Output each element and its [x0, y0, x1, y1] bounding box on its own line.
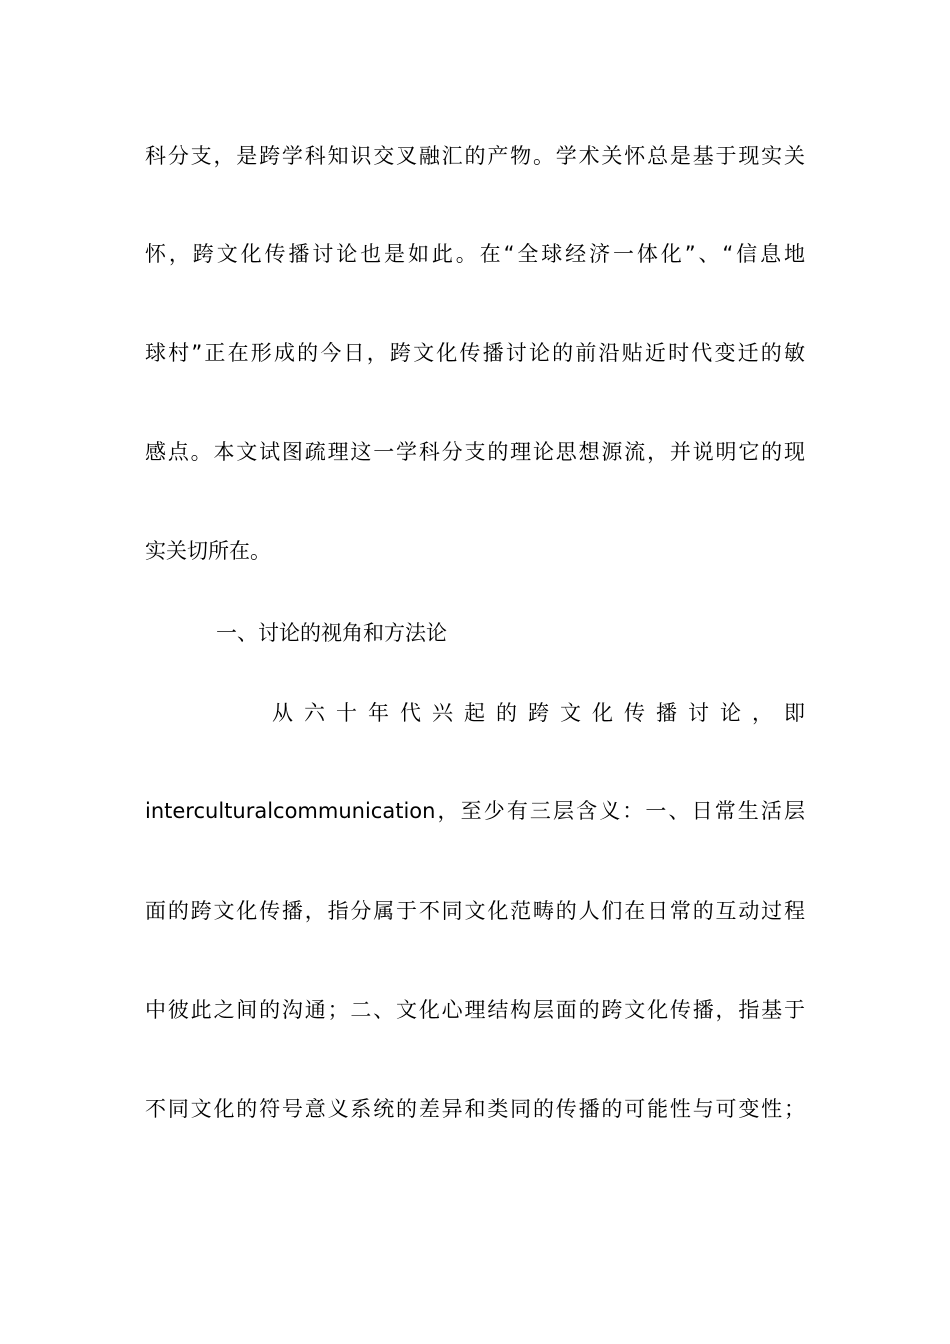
text-line-2: 怀，跨文化传播讨论也是如此。在“全球经济一体化”、“信息地 — [145, 242, 805, 266]
text-line-7: 面的跨文化传播，指分属于不同文化范畴的人们在日常的互动过程 — [145, 899, 805, 923]
section-heading: 一、讨论的视角和方法论 — [216, 621, 447, 645]
text-line-8: 中彼此之间的沟通；二、文化心理结构层面的跨文化传播，指基于 — [145, 998, 805, 1022]
text-line-4: 感点。本文试图疏理这一学科分支的理论思想源流，并说明它的现 — [145, 440, 805, 464]
text-line-1: 科分支，是跨学科知识交叉融汇的产物。学术关怀总是基于现实关 — [145, 144, 805, 168]
text-line-3: 球村”正在形成的今日，跨文化传播讨论的前沿贴近时代变迁的敏 — [145, 341, 805, 365]
text-line-9: 不同文化的符号意义系统的差异和类同的传播的可能性与可变性； — [145, 1097, 805, 1121]
paragraph-first-line: 从六十年代兴起的跨文化传播讨论，即 — [272, 701, 805, 725]
text-line-5: 实关切所在。 — [145, 539, 271, 563]
text-line-6: interculturalcommunication，至少有三层含义：一、日常生活层 — [145, 799, 805, 823]
